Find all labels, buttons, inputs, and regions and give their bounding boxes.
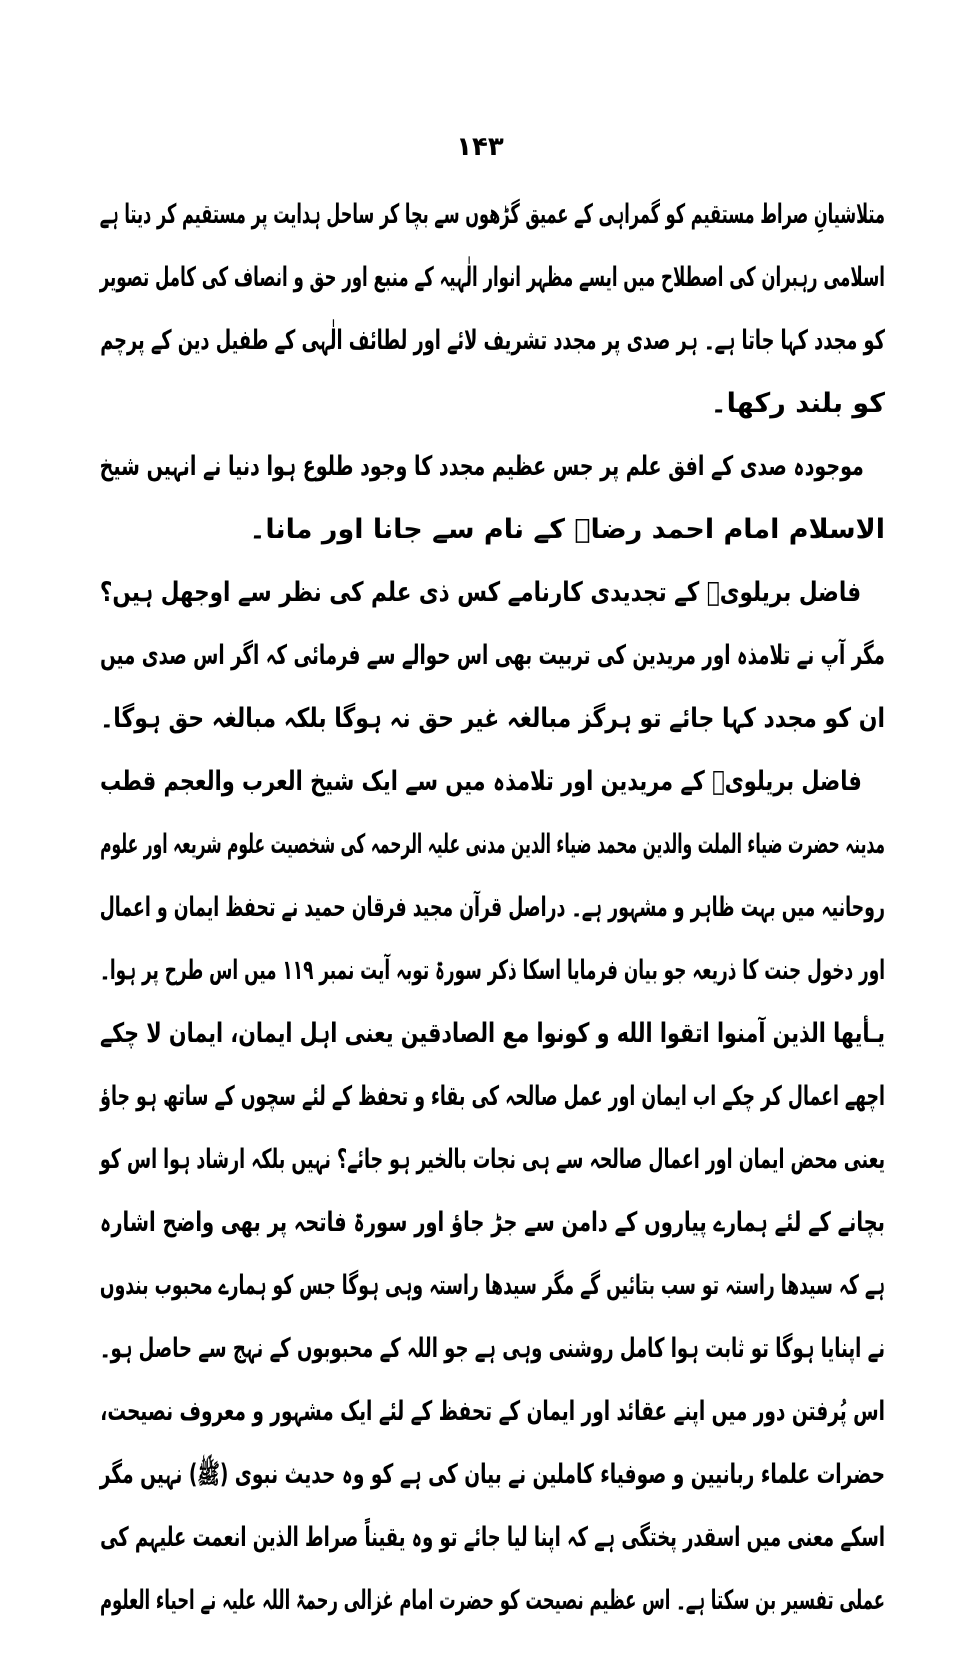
text-line: موجودہ صدی کے افق علم پر جس عظیم مجدد کا وجود طلوع ہوا دنیا نے انہیں شیخ [99, 451, 864, 482]
text-line: نے اپنایا ہوگا تو ثابت ہوا کامل روشنی وہی ہے جو اللہ کے محبوبوں کے نہج سے حاصل ہو۔ [99, 1333, 885, 1364]
text-line: فاضل بریلویؒ کے تجدیدی کارنامے کس ذی علم کی نظر سے اوجھل ہیں؟ [99, 577, 862, 608]
text-line: مدینہ حضرت ضیاء الملت والدین محمد ضیاء الدین مدنی علیہ الرحمہ کی شخصیت علوم شریعہ اور علوم [100, 829, 885, 860]
text-line: بچانے کے لئے ہمارے پیاروں کے دامن سے جڑ جاؤ اور سورۃ فاتحہ پر بھی واضح اشارہ [99, 1207, 886, 1238]
text-line: اسلامی رہبران کی اصطلاح میں ایسے مظہر انوار الٰہیہ کے منبع اور حق و انصاف کی کامل تصویر [99, 262, 885, 293]
text-line: کو بلند رکھا۔ [710, 388, 885, 419]
text-line: روحانیہ میں بہت ظاہر و مشہور ہے۔ دراصل قرآن مجید فرقان حمید نے تحفظ ایمان و اعمال [99, 892, 886, 923]
body-text [100, 190, 885, 1639]
text-line: حضرات علماء ربانیین و صوفیاء کاملین نے بیان کی ہے کو وہ حدیث نبوی (ﷺ) نہیں مگر [99, 1459, 885, 1490]
text-line: ان کو مجدد کہا جائے تو ہرگز مبالغہ غیر حق نہ ہوگا بلکہ مبالغہ حق ہوگا۔ [100, 703, 886, 734]
text-line: ہے کہ سیدھا راستہ تو سب بتائیں گے مگر سیدھا راستہ وہی ہوگا جس کو ہمارے محبوب بندوں [99, 1270, 886, 1301]
text-line: اس پُرفتن دور میں اپنے عقائد اور ایمان کے تحفظ کے لئے ایک مشہور و معروف نصیحت، [100, 1396, 886, 1427]
text-line: عملی تفسیر بن سکتا ہے۔ اس عظیم نصیحت کو حضرت امام غزالی رحمۃ اللہ علیہ نے احیاء العلوم [99, 1585, 885, 1616]
page-number: ۱۴۳ [456, 132, 504, 162]
text-line: یعنی محض ایمان اور اعمال صالحہ سے ہی نجات بالخیر ہو جائے؟ نہیں بلکہ ارشاد ہوا اس کو [99, 1144, 886, 1175]
text-line: کو مجدد کہا جاتا ہے۔ ہر صدی پر مجدد تشریف لائے اور لطائف الٰہی کے طفیل دین کے پرچم [100, 325, 885, 356]
text-line: الاسلام امام احمد رضاؒ کے نام سے جانا اور مانا۔ [249, 514, 885, 545]
text-line: متلاشیانِ صراط مستقیم کو گمراہی کے عمیق گڑھوں سے بچا کر ساحل ہدایت پر مستقیم کر دیتا ہے [99, 199, 886, 230]
text-line: فاضل بریلویؒ کے مریدین اور تلامذہ میں سے ایک شیخ العرب والعجم قطب [100, 766, 862, 797]
text-line: اسکے معنی میں اسقدر پختگی ہے کہ اپنا لیا جائے تو وہ یقیناً صراط الذین انعمت علیہم کی [100, 1522, 885, 1553]
text-line: یـأیها الذین آمنوا اتقوا الله و کونوا مع الصادقین یعنی اہل ایمان، ایمان لا چکے [99, 1018, 885, 1049]
text-line: اچھے اعمال کر چکے اب ایمان اور عمل صالحہ کی بقاء و تحفظ کے لئے سچوں کے ساتھ ہو جاؤ [100, 1081, 885, 1112]
text-line: اور دخول جنت کا ذریعہ جو بیان فرمایا اسکا ذکر سورۃ توبہ آیت نمبر ۱۱۹ میں اس طرح پر ہوا۔ [99, 955, 885, 986]
text-line: مگر آپ نے تلامذہ اور مریدین کی تربیت بھی اس حوالے سے فرمائی کہ اگر اس صدی میں [100, 640, 885, 671]
